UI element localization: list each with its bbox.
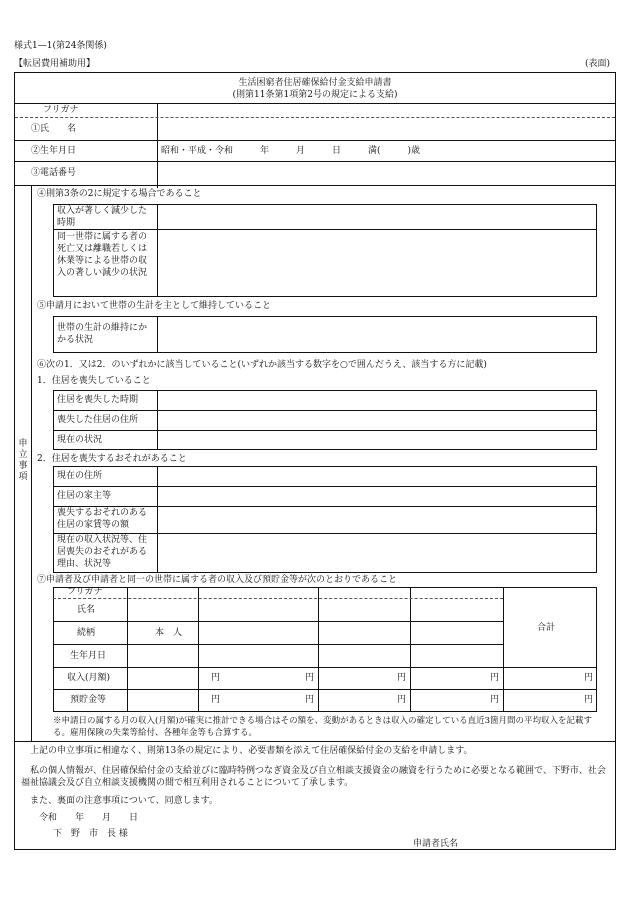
sec6-row-label: 住居を喪失した時期: [57, 395, 139, 405]
income-table: [53, 587, 597, 712]
birthdate-label: ②生年月日: [31, 146, 77, 156]
yen-unit: 円: [490, 673, 500, 683]
income-relation-self: 本 人: [155, 628, 183, 638]
income-furigana-label: フリガナ: [67, 587, 103, 597]
income-birth-label: 生年月日: [70, 651, 107, 661]
sec6-row-label: 喪失するおそれのある住居の家賃等の額: [57, 508, 148, 530]
section6-sub2: 2．住居を喪失するおそれがあること: [37, 454, 187, 464]
declaration-p1: 上記の申立事項に相違なく、則第13条の規定により、必要書類を添えて住居確保給付金の支給を申請します。: [30, 746, 473, 756]
sec6-row-label: 現在の収入状況等、住居喪失のおそれがある理由、状況等: [57, 535, 148, 569]
declaration-p3: また、裏面の注意事項について、同意します。: [30, 796, 218, 806]
form-number: 様式1—1(第24条関係): [14, 41, 107, 51]
yen-unit: 円: [305, 695, 315, 705]
income-total-label: 合計: [537, 623, 556, 633]
income-savings-label: 預貯金等: [70, 695, 107, 705]
sec4-row-input[interactable]: [159, 231, 595, 295]
sec4-row-input[interactable]: [159, 206, 595, 228]
sec6-row-label: 現在の住所: [57, 471, 103, 481]
yen-unit: 円: [397, 695, 407, 705]
sec6-row-label: 喪失した住居の住所: [57, 415, 139, 425]
sec5-row-label: 世帯の生計の維持にかかる状況: [57, 323, 148, 345]
side-indicator: (表面): [585, 59, 611, 69]
sec4-row-label: 収入が著しく減少した時期: [57, 206, 148, 228]
income-monthly-label: 収入(月額): [67, 673, 111, 683]
section4-heading: ④則第3条の2に規定する場合であること: [37, 189, 202, 199]
sec6-row-label: 現在の状況: [57, 435, 103, 445]
yen-unit: 円: [211, 673, 221, 683]
form-purpose: 【転居費用補助用】: [14, 59, 96, 69]
declaration-p2: 私の個人情報が、住居確保給付金の支給並びに臨時特例つなぎ資金及び自立相談支援資金の融資を行うために必要となる範囲で、下野市、社会福祉協議会及び自立相談支援機関の間で相互利用されることについて了承します。: [21, 766, 606, 788]
form-title: 生活困窮者住居確保給付金支給申請書: [238, 78, 392, 88]
name-input[interactable]: [161, 118, 611, 138]
sec5-row-input[interactable]: [159, 318, 595, 351]
application-form: [14, 72, 616, 850]
declaration-date[interactable]: 令和 年 月 日: [39, 813, 139, 823]
signature-label: 申請者氏名: [413, 839, 459, 849]
sec6-row-label: 住居の家主等: [57, 491, 112, 501]
yen-unit: 円: [211, 695, 221, 705]
yen-unit: 円: [397, 673, 407, 683]
yen-unit: 円: [584, 673, 594, 683]
name-label: ①氏 名: [31, 124, 77, 134]
yen-unit: 円: [490, 695, 500, 705]
yen-unit: 円: [305, 673, 315, 683]
section5-heading: ⑤申請月において世帯の生計を主として維持していること: [37, 301, 272, 311]
section7-heading: ⑦申請者及び申請者と同一の世帯に属する者の収入及び預貯金等が次のとおりであること: [37, 575, 398, 585]
yen-unit: 円: [584, 695, 594, 705]
income-name-label: 氏名: [77, 605, 96, 615]
section6-heading: ⑥次の1．又は2．のいずれかに該当していること(いずれか該当する数字を○で囲んだうえ、該当する方に記載): [37, 360, 487, 370]
declaration-addressee: 下 野 市 長 様: [53, 829, 128, 839]
furigana-label: フリガナ: [43, 105, 79, 115]
income-note: ※申請日の属する月の収入(月額)が確実に推計できる場合はその額を、変動があるときは収入の確定している直近3箇月間の平均収入を記載する。雇用保険の失業等給付、各種年金等も合算する。: [53, 716, 593, 738]
phone-label: ③電話番号: [31, 168, 77, 178]
section6-sub1: 1．住居を喪失していること: [37, 376, 151, 386]
birthdate-value[interactable]: 昭和・平成・令和 年 月 日 満( )歳: [161, 146, 421, 156]
phone-input[interactable]: [161, 163, 611, 185]
sec4-row-label: 同一世帯に属する者の死亡又は離職若しくは休業等による世帯の収入の著しい減少の状況: [57, 232, 148, 278]
form-subtitle: (則第11条第1項第2号の規定による支給): [232, 90, 398, 100]
income-relation-label: 続柄: [77, 628, 96, 638]
side-label: 申 立 事 項: [18, 439, 28, 482]
